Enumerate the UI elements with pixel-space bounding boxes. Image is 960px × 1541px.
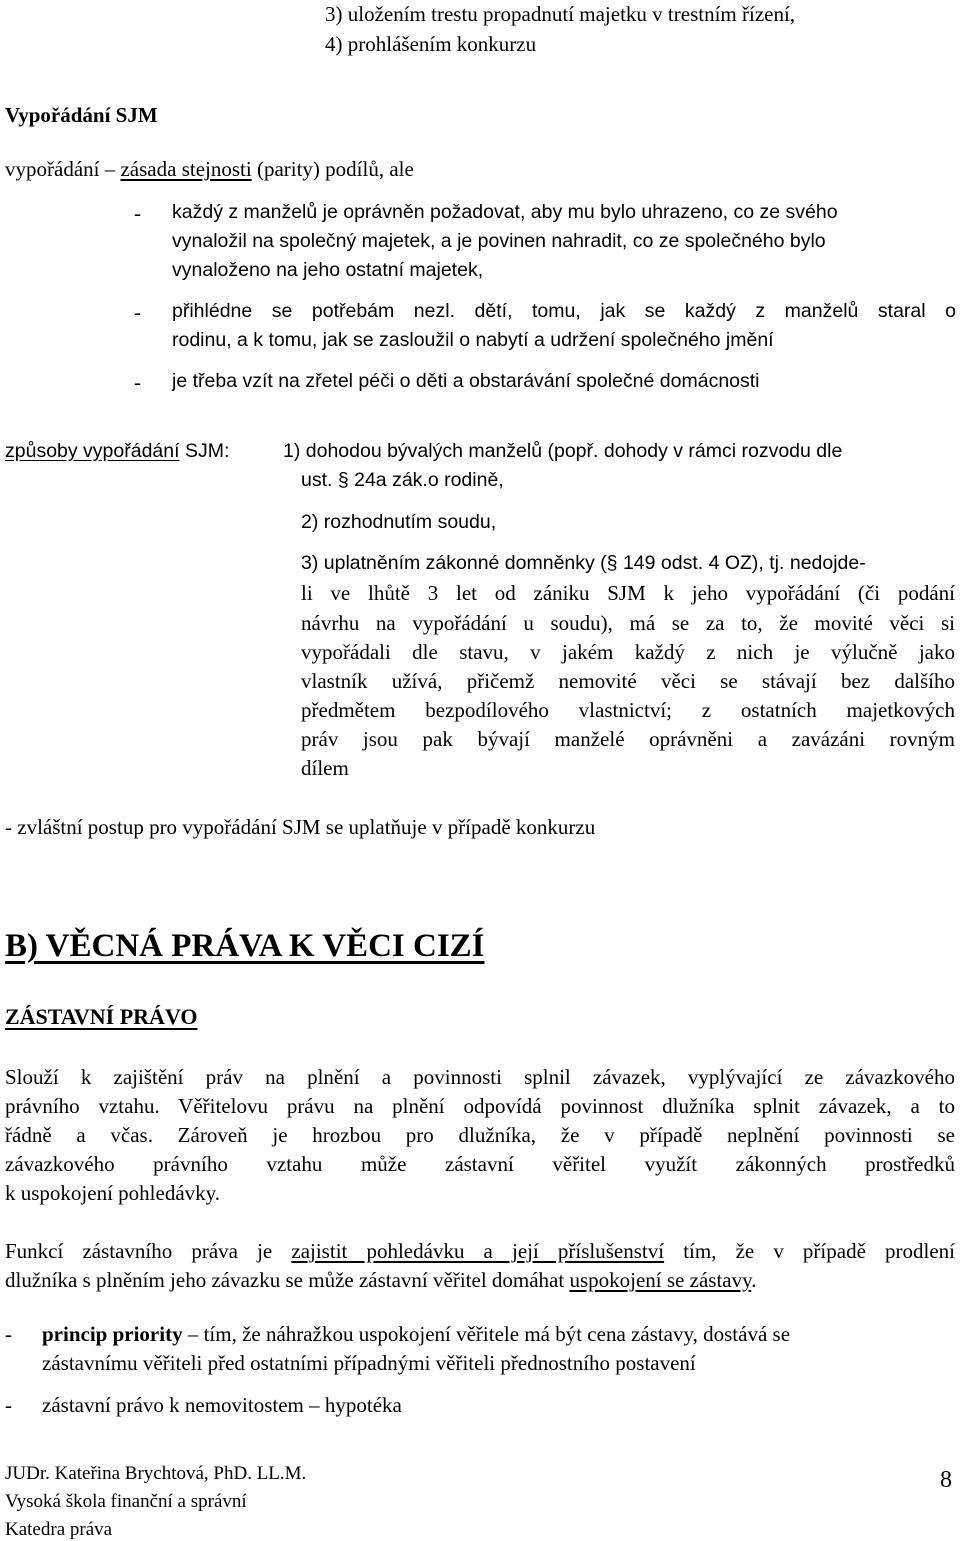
bullet-dash: - — [134, 201, 141, 225]
para2-underlined-1: zajistit pohledávku a její příslušenství — [291, 1239, 665, 1263]
method-3-line-5: vlastník užívá, přičemž nemovité věci se stávají bez dalšího — [301, 669, 955, 693]
method-3-line-2: li ve lhůtě 3 let od zániku SJM k jeho vypořádání (či podání — [301, 581, 955, 605]
bullet-dash: - — [134, 300, 141, 324]
section-heading-b: B) VĚCNÁ PRÁVA K VĚCI CIZÍ — [5, 928, 485, 964]
para1-line-5: k uspokojení pohledávky. — [5, 1181, 221, 1205]
para2-line2-pre: dlužníka s plněním jeho závazku se může zástavní věřitel domáhat — [5, 1268, 570, 1292]
section-heading-sjm: Vypořádání SJM — [5, 103, 158, 127]
bullet-1-line-2: vynaložil na společný majetek, a je povinen nahradit, co ze společného bylo — [172, 230, 826, 252]
para2-underlined-2: uspokojení se zástavy — [569, 1268, 752, 1292]
method-1-line-2: ust. § 24a zák.o rodině, — [301, 469, 504, 491]
bullet-3-line-1: je třeba vzít na zřetel péči o děti a obstarávání společné domácnosti — [172, 370, 760, 392]
footer-author: JUDr. Kateřina Brychtová, PhD. LL.M. — [5, 1463, 307, 1484]
list-item-4: 4) prohlášením konkurzu — [325, 32, 537, 56]
method-3-line-7: práv jsou pak bývají manželé oprávněni a zavázáni rovným — [301, 727, 955, 751]
method-3-line-6: předmětem bezpodílového vlastnictví; z ostatních majetkových — [301, 698, 955, 722]
method-3-line-3: návrhu na vypořádání u soudu), má se za to, že movité věci si — [301, 611, 955, 635]
page-number: 8 — [940, 1467, 952, 1493]
hypoteka-line: zástavní právo k nemovitostem – hypotéka — [42, 1393, 402, 1417]
special-procedure: - zvláštní postup pro vypořádání SJM se uplatňuje v případě konkurzu — [5, 815, 596, 839]
para2-line-2 — [5, 1270, 756, 1291]
methods-label-line — [5, 442, 229, 462]
priority-bold: princip priority — [42, 1322, 183, 1346]
para1-line-4: závazkového právního vztahu může zástavní věřitel využít zákonných prostředků — [5, 1152, 955, 1176]
method-1-line-1: 1) dohodou bývalých manželů (popř. dohody v rámci rozvodu dle — [283, 440, 843, 462]
bullet-dash: - — [5, 1322, 12, 1346]
method-3-line-4: vypořádali dle stavu, v jakém každý z nich je výlučně jako — [301, 640, 955, 664]
methods-label-suffix: SJM: — [179, 440, 230, 462]
para2-mid: tím, že v případě prodlení — [664, 1239, 955, 1263]
bullet-1-line-3: vynaloženo na jeho ostatní majetek, — [172, 259, 484, 281]
para2-pre: Funkcí zástavního práva je — [5, 1239, 292, 1263]
principle-line — [5, 159, 414, 180]
footer-dept: Katedra práva — [5, 1519, 113, 1540]
method-2: 2) rozhodnutím soudu, — [301, 511, 497, 533]
method-3-line-1: 3) uplatněním zákonné domněnky (§ 149 odst. 4 OZ), tj. nedojde- — [301, 552, 866, 574]
principle-underlined: zásada stejnosti — [120, 157, 252, 181]
methods-label: způsoby vypořádání — [5, 440, 180, 462]
principle-post: (parity) podílů, ale — [251, 157, 414, 181]
bullet-dash: - — [5, 1393, 12, 1417]
para2-line2-post: . — [751, 1268, 757, 1292]
bullet-2-line-2: rodinu, a k tomu, jak se zasloužil o nabytí a udržení společného jmění — [172, 329, 774, 351]
para1-line-3: řádně a včas. Zároveň je hrozbou pro dlužníka, že v případě neplnění povinnosti se — [5, 1123, 955, 1147]
method-3-line-8: dílem — [301, 756, 349, 780]
principle-pre: vypořádání – — [5, 157, 121, 181]
footer-school: Vysoká škola finanční a správní — [5, 1491, 247, 1512]
para2-line-1 — [5, 1241, 955, 1262]
bullet-dash: - — [134, 370, 141, 394]
list-item-3: 3) uložením trestu propadnutí majetku v trestním řízení, — [325, 2, 796, 26]
para1-line-2: právního vztahu. Věřitelovu právu na plnění odpovídá povinnost dlužníka splnit závazek, a to — [5, 1094, 955, 1118]
priority-rest: – tím, že náhražkou uspokojení věřitele má být cena zástavy, dostává se — [182, 1322, 791, 1346]
bullet-1-line-1: každý z manželů je oprávněn požadovat, aby mu bylo uhrazeno, co ze svého — [172, 201, 838, 223]
priority-line-2: zástavnímu věřiteli před ostatními případnými věřiteli přednostního postavení — [42, 1351, 696, 1375]
subheading-zastavni-pravo: ZÁSTAVNÍ PRÁVO — [5, 1004, 198, 1029]
para1-line-1: Slouží k zajištění práv na plnění a povinnosti splnil závazek, vyplývající ze závazkového — [5, 1065, 955, 1089]
priority-line-1 — [42, 1324, 790, 1345]
bullet-2-line-1: přihlédne se potřebám nezl. dětí, tomu, jak se každý z manželů staral o — [172, 300, 956, 322]
